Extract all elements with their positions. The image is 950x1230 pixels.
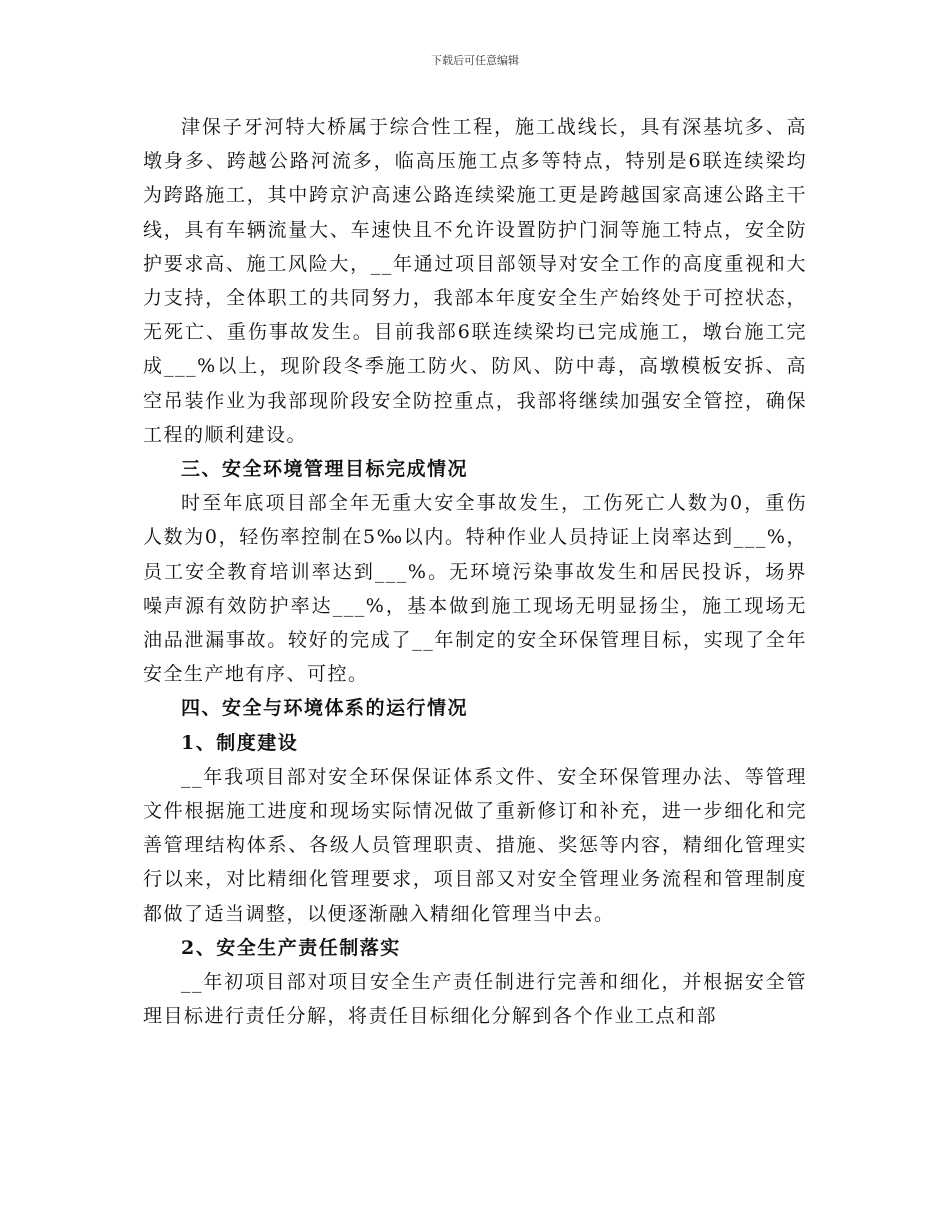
document-body — [143, 110, 807, 1033]
section-heading-3: 三、安全环境管理目标完成情况 — [181, 458, 469, 481]
page-header-note: 下载后可任意编辑 — [431, 54, 519, 67]
subsection-heading-1: 1、制度建设 — [181, 731, 299, 754]
paragraph-responsibility: __年初项目部对项目安全生产责任制进行完善和细化，并根据安全管理目标进行责任分解，将责任目标细化分解到各个作业工点和部 — [143, 971, 807, 1028]
subsection-heading-2: 2、安全生产责任制落实 — [181, 936, 401, 959]
paragraph-system-building: __年我项目部对安全环保保证体系文件、安全环保管理办法、等管理文件根据施工进度和现场实际情况做了重新修订和补充，进一步细化和完善管理结构体系、各级人员管理职责、措施、奖惩等内容，精细化管理实行以来，对比精细化管理要求，项目部又对安全管理业务流程和管理制度都做了适当调整，以便逐渐融入精细化管理当中去。 — [143, 765, 807, 925]
paragraph-target-completion: 时至年底项目部全年无重大安全事故发生，工伤死亡人数为0，重伤人数为0，轻伤率控制在5‰以内。特种作业人员持证上岗率达到___%，员工安全教育培训率达到___%。无环境污染事故发生和居民投诉，场界噪声源有效防护率达___%，基本做到施工现场无明显扬尘，施工现场无油品泄漏事故。较好的完成了__年制定的安全环保管理目标，实现了全年安全生产地有序、可控。 — [143, 492, 807, 686]
paragraph-bridge-overview: 津保子牙河特大桥属于综合性工程，施工战线长，具有深基坑多、高墩身多、跨越公路河流多，临高压施工点多等特点，特别是6联连续梁均为跨路施工，其中跨京沪高速公路连续梁施工更是跨越国家高速公路主干线，具有车辆流量大、车速快且不允许设置防护门洞等施工特点，安全防护要求高、施工风险大，__年通过项目部领导对安全工作的高度重视和大力支持，全体职工的共同努力，我部本年度安全生产始终处于可控状态，无死亡、重伤事故发生。目前我部6联连续梁均已完成施工，墩台施工完成___%以上，现阶段冬季施工防火、防风、防中毒，高墩模板安拆、高空吊装作业为我部现阶段安全防控重点，我部将继续加强安全管控，确保工程的顺利建设。 — [143, 116, 807, 446]
section-heading-4: 四、安全与环境体系的运行情况 — [181, 697, 469, 720]
